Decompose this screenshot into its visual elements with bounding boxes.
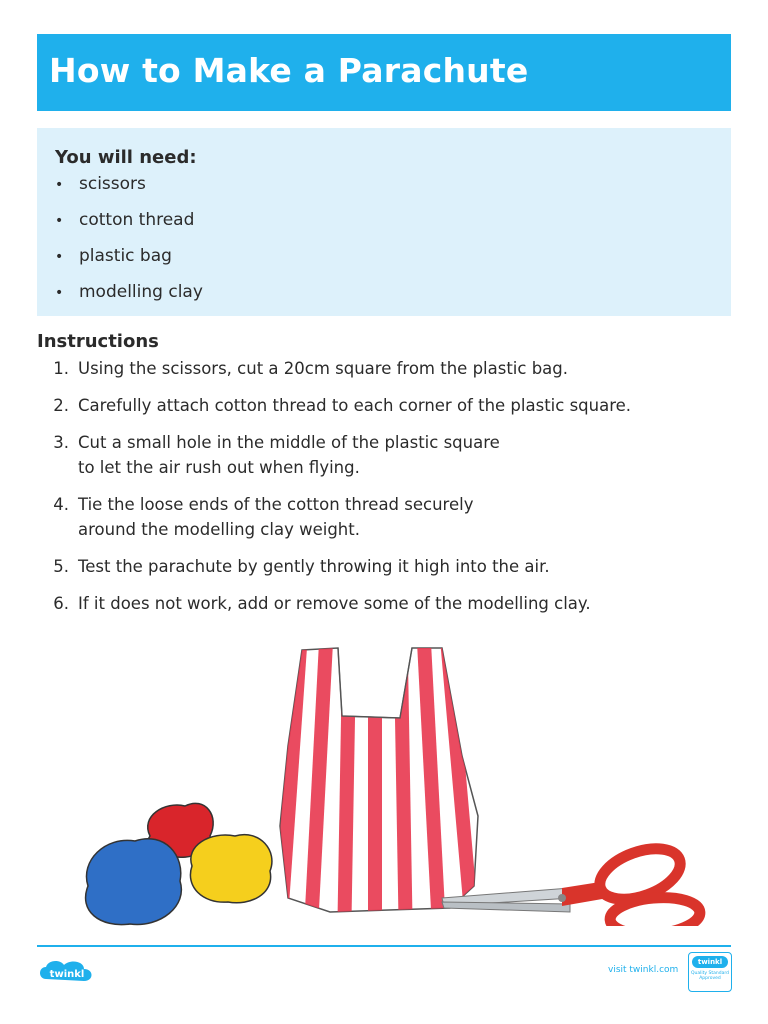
step-number: 1. [53, 359, 69, 378]
list-item: • plastic bag [55, 246, 172, 266]
plastic-bag-icon [274, 636, 479, 926]
instruction-step [37, 554, 737, 579]
instruction-step [37, 393, 737, 418]
scissors-icon [442, 839, 701, 926]
instruction-step [37, 430, 737, 480]
bullet-icon: • [55, 249, 64, 265]
instruction-step [37, 356, 737, 381]
bullet-icon: • [55, 213, 64, 229]
modelling-clay-icon [86, 803, 272, 924]
step-text: Test the parachute by gently throwing it high into the air. [78, 557, 550, 576]
title-banner [37, 34, 731, 111]
footer-divider [37, 945, 731, 947]
list-item: • cotton thread [55, 210, 195, 230]
instructions-list [37, 356, 737, 628]
step-number: 4. [53, 495, 69, 514]
step-text: Using the scissors, cut a 20cm square from the plastic bag. [78, 359, 569, 378]
instructions-heading: Instructions [37, 331, 159, 352]
twinkl-logo-icon [36, 957, 98, 985]
bullet-icon: • [55, 177, 64, 193]
list-item: • modelling clay [55, 282, 203, 302]
step-number: 2. [53, 396, 69, 415]
step-number: 5. [53, 557, 69, 576]
instruction-step [37, 492, 737, 542]
quality-badge [688, 952, 732, 992]
svg-text:twinkl: twinkl [49, 969, 85, 980]
step-number: 3. [53, 433, 69, 452]
bullet-icon: • [55, 285, 64, 301]
step-number: 6. [53, 594, 69, 613]
materials-illustration [70, 636, 710, 926]
materials-heading: You will need: [55, 147, 197, 168]
list-item: • scissors [55, 174, 146, 194]
step-text: If it does not work, add or remove some of the modelling clay. [78, 594, 591, 613]
materials-box [37, 128, 731, 316]
step-text: Cut a small hole in the middle of the plastic square to let the air rush out when flying. [78, 433, 500, 477]
instruction-step [37, 591, 737, 616]
badge-subtitle: Quality Standard Approved [691, 971, 729, 981]
step-text: Tie the loose ends of the cotton thread securely around the modelling clay weight. [78, 495, 474, 539]
page-title: How to Make a Parachute [49, 51, 529, 90]
visit-link[interactable]: visit twinkl.com [608, 965, 679, 975]
badge-title: twinkl [692, 956, 728, 968]
materials-list [55, 174, 203, 318]
step-text: Carefully attach cotton thread to each corner of the plastic square. [78, 396, 632, 415]
